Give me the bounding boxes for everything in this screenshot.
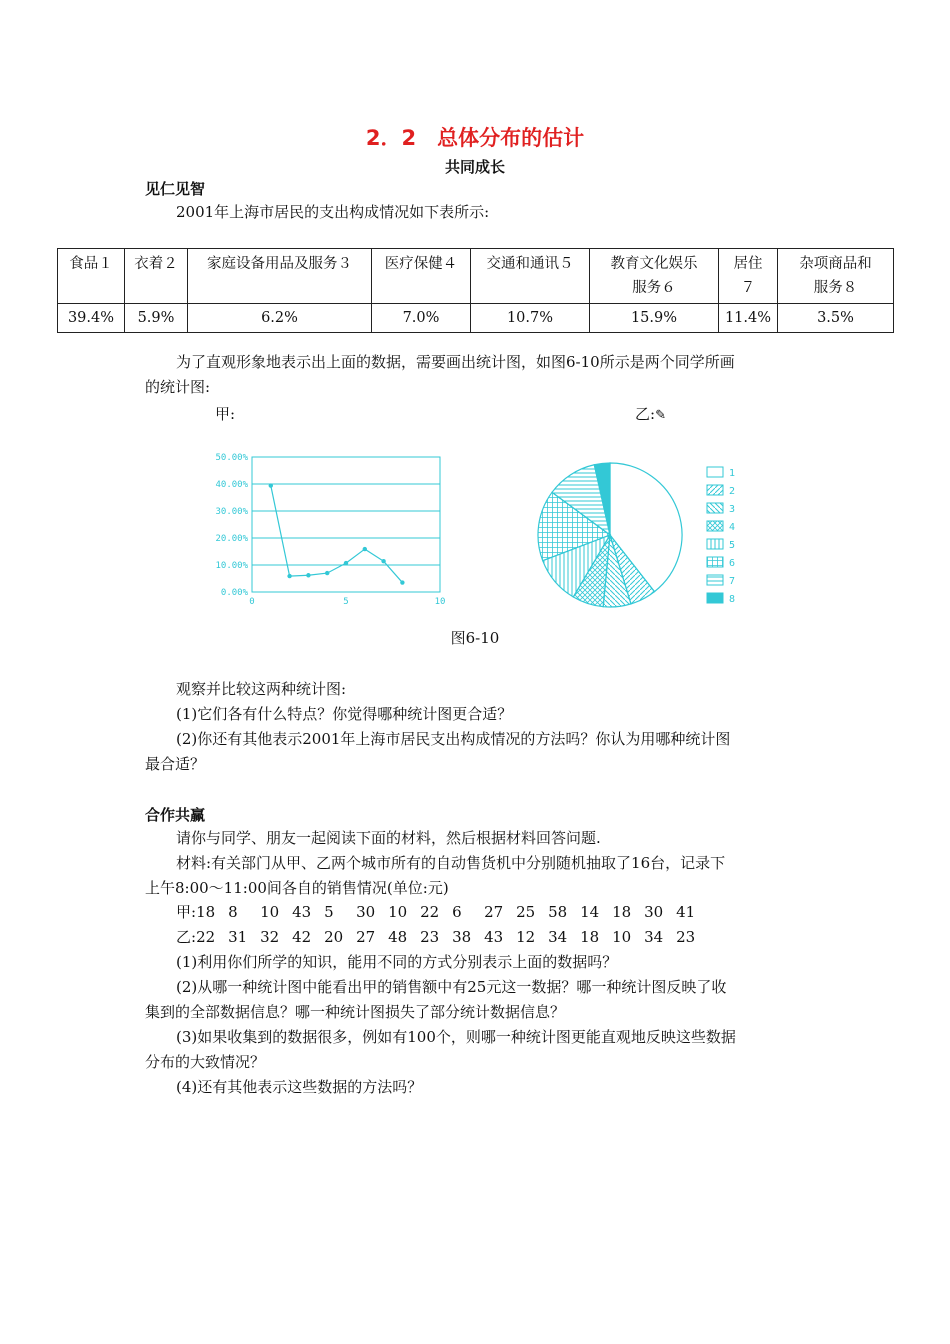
paragraph-line: 上午8:00～11:00间各自的销售情况(单位:元): [145, 879, 449, 897]
chart-label-jia: 甲:: [215, 405, 236, 423]
data-value: 18: [612, 903, 632, 921]
data-value: 6: [452, 903, 462, 921]
data-point: [381, 559, 385, 563]
data-value: 18: [196, 903, 216, 921]
x-tick-label: 5: [343, 597, 349, 607]
figure-caption: 图6-10: [450, 629, 500, 647]
pie-legend: [705, 463, 755, 613]
data-value: 27: [356, 928, 376, 946]
mouse-cursor-icon: ✎: [655, 408, 666, 423]
question-2-cont: 最合适？: [145, 755, 206, 773]
table-header-cell: 食品１: [58, 249, 125, 304]
legend-swatch: [707, 575, 723, 585]
data-value: 25: [516, 903, 536, 921]
table-cell: 15.9%: [590, 304, 719, 333]
data-point: [287, 574, 291, 578]
data-point: [325, 571, 329, 575]
paragraph-line: 材料:有关部门从甲、乙两个城市所有的自动售货机中分别随机抽取了16台，记录下: [176, 854, 726, 872]
data-value: 20: [324, 928, 344, 946]
pie-chart: [530, 455, 690, 615]
legend-swatch: [707, 485, 723, 495]
data-value: 10: [260, 903, 280, 921]
data-value: 41: [676, 903, 696, 921]
data-value: 14: [580, 903, 600, 921]
table-cell: 11.4%: [719, 304, 778, 333]
legend-swatch: [707, 521, 723, 531]
data-value: 12: [516, 928, 536, 946]
question-2: (2)你还有其他表示2001年上海市居民支出构成情况的方法吗？你认为用哪种统计图: [176, 730, 731, 748]
page-title: 2．2 总体分布的估计: [365, 126, 585, 150]
question-intro: 观察并比较这两种统计图:: [176, 680, 347, 698]
legend-label: 7: [729, 576, 736, 587]
section-heading-1: 见仁见智: [145, 180, 206, 198]
data-point: [363, 547, 367, 551]
series-line: [271, 486, 403, 583]
legend-label: 3: [729, 504, 736, 515]
data-value: 23: [676, 928, 696, 946]
data-value: 30: [356, 903, 376, 921]
section-heading-2: 合作共赢: [145, 806, 206, 824]
table-cell: 3.5%: [778, 304, 894, 333]
y-tick-label: 10.00%: [215, 561, 248, 571]
expenditure-table: [57, 248, 894, 333]
table-cell: 5.9%: [125, 304, 188, 333]
data-value: 34: [644, 928, 664, 946]
x-tick-label: 10: [434, 597, 446, 607]
legend-label: 5: [729, 540, 736, 551]
legend-swatch: [707, 503, 723, 513]
data-row-yi: 乙:22 31 32 42 20 27 48 23 38 43 12 34 18 10 34 23: [176, 925, 708, 950]
data-point: [306, 573, 310, 577]
plot-frame: [252, 457, 440, 592]
table-header-cell: 居住 ７: [719, 249, 778, 304]
data-point: [400, 580, 404, 584]
table-header-row: [58, 249, 894, 304]
data-value: 48: [388, 928, 408, 946]
data-value: 31: [228, 928, 248, 946]
paragraph-line: 为了直观形象地表示出上面的数据，需要画出统计图，如图6-10所示是两个同学所画: [176, 353, 735, 371]
legend-swatch: [707, 467, 723, 477]
data-value: 27: [484, 903, 504, 921]
data-value: 8: [228, 903, 238, 921]
question-1: (1)它们各有什么特点？你觉得哪种统计图更合适？: [176, 705, 513, 723]
legend-swatch: [707, 557, 723, 567]
chart-label-yi: 乙:✎: [635, 405, 666, 423]
data-value: 38: [452, 928, 472, 946]
data-value: 30: [644, 903, 664, 921]
data-value: 22: [196, 928, 216, 946]
question-3-cont: 分布的大致情况？: [145, 1053, 266, 1071]
x-tick-label: 0: [249, 597, 255, 607]
table-value-row: [58, 304, 894, 333]
data-point: [344, 561, 348, 565]
table-cell: 39.4%: [58, 304, 125, 333]
table-cell: 7.0%: [372, 304, 471, 333]
line-chart: [200, 445, 460, 610]
legend-swatch: [707, 539, 723, 549]
data-value: 42: [292, 928, 312, 946]
data-value: 58: [548, 903, 568, 921]
data-value: 34: [548, 928, 568, 946]
y-tick-label: 50.00%: [215, 453, 248, 463]
data-value: 10: [388, 903, 408, 921]
intro-text: 2001年上海市居民的支出构成情况如下表所示:: [176, 203, 490, 221]
question-3: (3)如果收集到的数据很多，例如有100个，则哪一种统计图更能直观地反映这些数据: [176, 1028, 736, 1046]
data-value: 43: [292, 903, 312, 921]
paragraph-line: 请你与同学、朋友一起阅读下面的材料，然后根据材料回答问题.: [176, 829, 601, 847]
table-header-cell: 家庭设备用品及服务３: [188, 249, 372, 304]
data-value: 10: [612, 928, 632, 946]
question-1: (1)利用你们所学的知识，能用不同的方式分别表示上面的数据吗？: [176, 953, 618, 971]
legend-label: 4: [729, 522, 736, 533]
legend-label: 1: [729, 468, 736, 479]
y-tick-label: 20.00%: [215, 534, 248, 544]
data-value: 18: [580, 928, 600, 946]
page-subtitle: 共同成长: [444, 158, 505, 176]
table-header-cell: 教育文化娱乐 服务６: [590, 249, 719, 304]
legend-label: 6: [729, 558, 736, 569]
question-4: (4)还有其他表示这些数据的方法吗？: [176, 1078, 423, 1096]
data-value: 22: [420, 903, 440, 921]
table-cell: 10.7%: [471, 304, 590, 333]
data-value: 5: [324, 903, 334, 921]
question-2-cont: 集到的全部数据信息？哪一种统计图损失了部分统计数据信息？: [145, 1003, 566, 1021]
table-header-cell: 交通和通讯５: [471, 249, 590, 304]
data-value: 43: [484, 928, 504, 946]
paragraph-line: 的统计图:: [145, 378, 211, 396]
table-header-cell: 衣着２: [125, 249, 188, 304]
legend-swatch: [707, 593, 723, 603]
legend-label: 2: [729, 486, 736, 497]
data-row-jia: 甲:18 8 10 43 5 30 10 22 6 27 25 58 14 18 30 41: [176, 900, 708, 925]
legend-label: 8: [729, 594, 736, 605]
data-value: 23: [420, 928, 440, 946]
data-value: 32: [260, 928, 280, 946]
y-tick-label: 0.00%: [220, 588, 248, 598]
y-tick-label: 40.00%: [215, 480, 248, 490]
question-2: (2)从哪一种统计图中能看出甲的销售额中有25元这一数据？哪一种统计图反映了收: [176, 978, 727, 996]
table-header-cell: 医疗保健４: [372, 249, 471, 304]
y-tick-label: 30.00%: [215, 507, 248, 517]
data-point: [269, 483, 273, 487]
table-header-cell: 杂项商品和 服务８: [778, 249, 894, 304]
table-cell: 6.2%: [188, 304, 372, 333]
